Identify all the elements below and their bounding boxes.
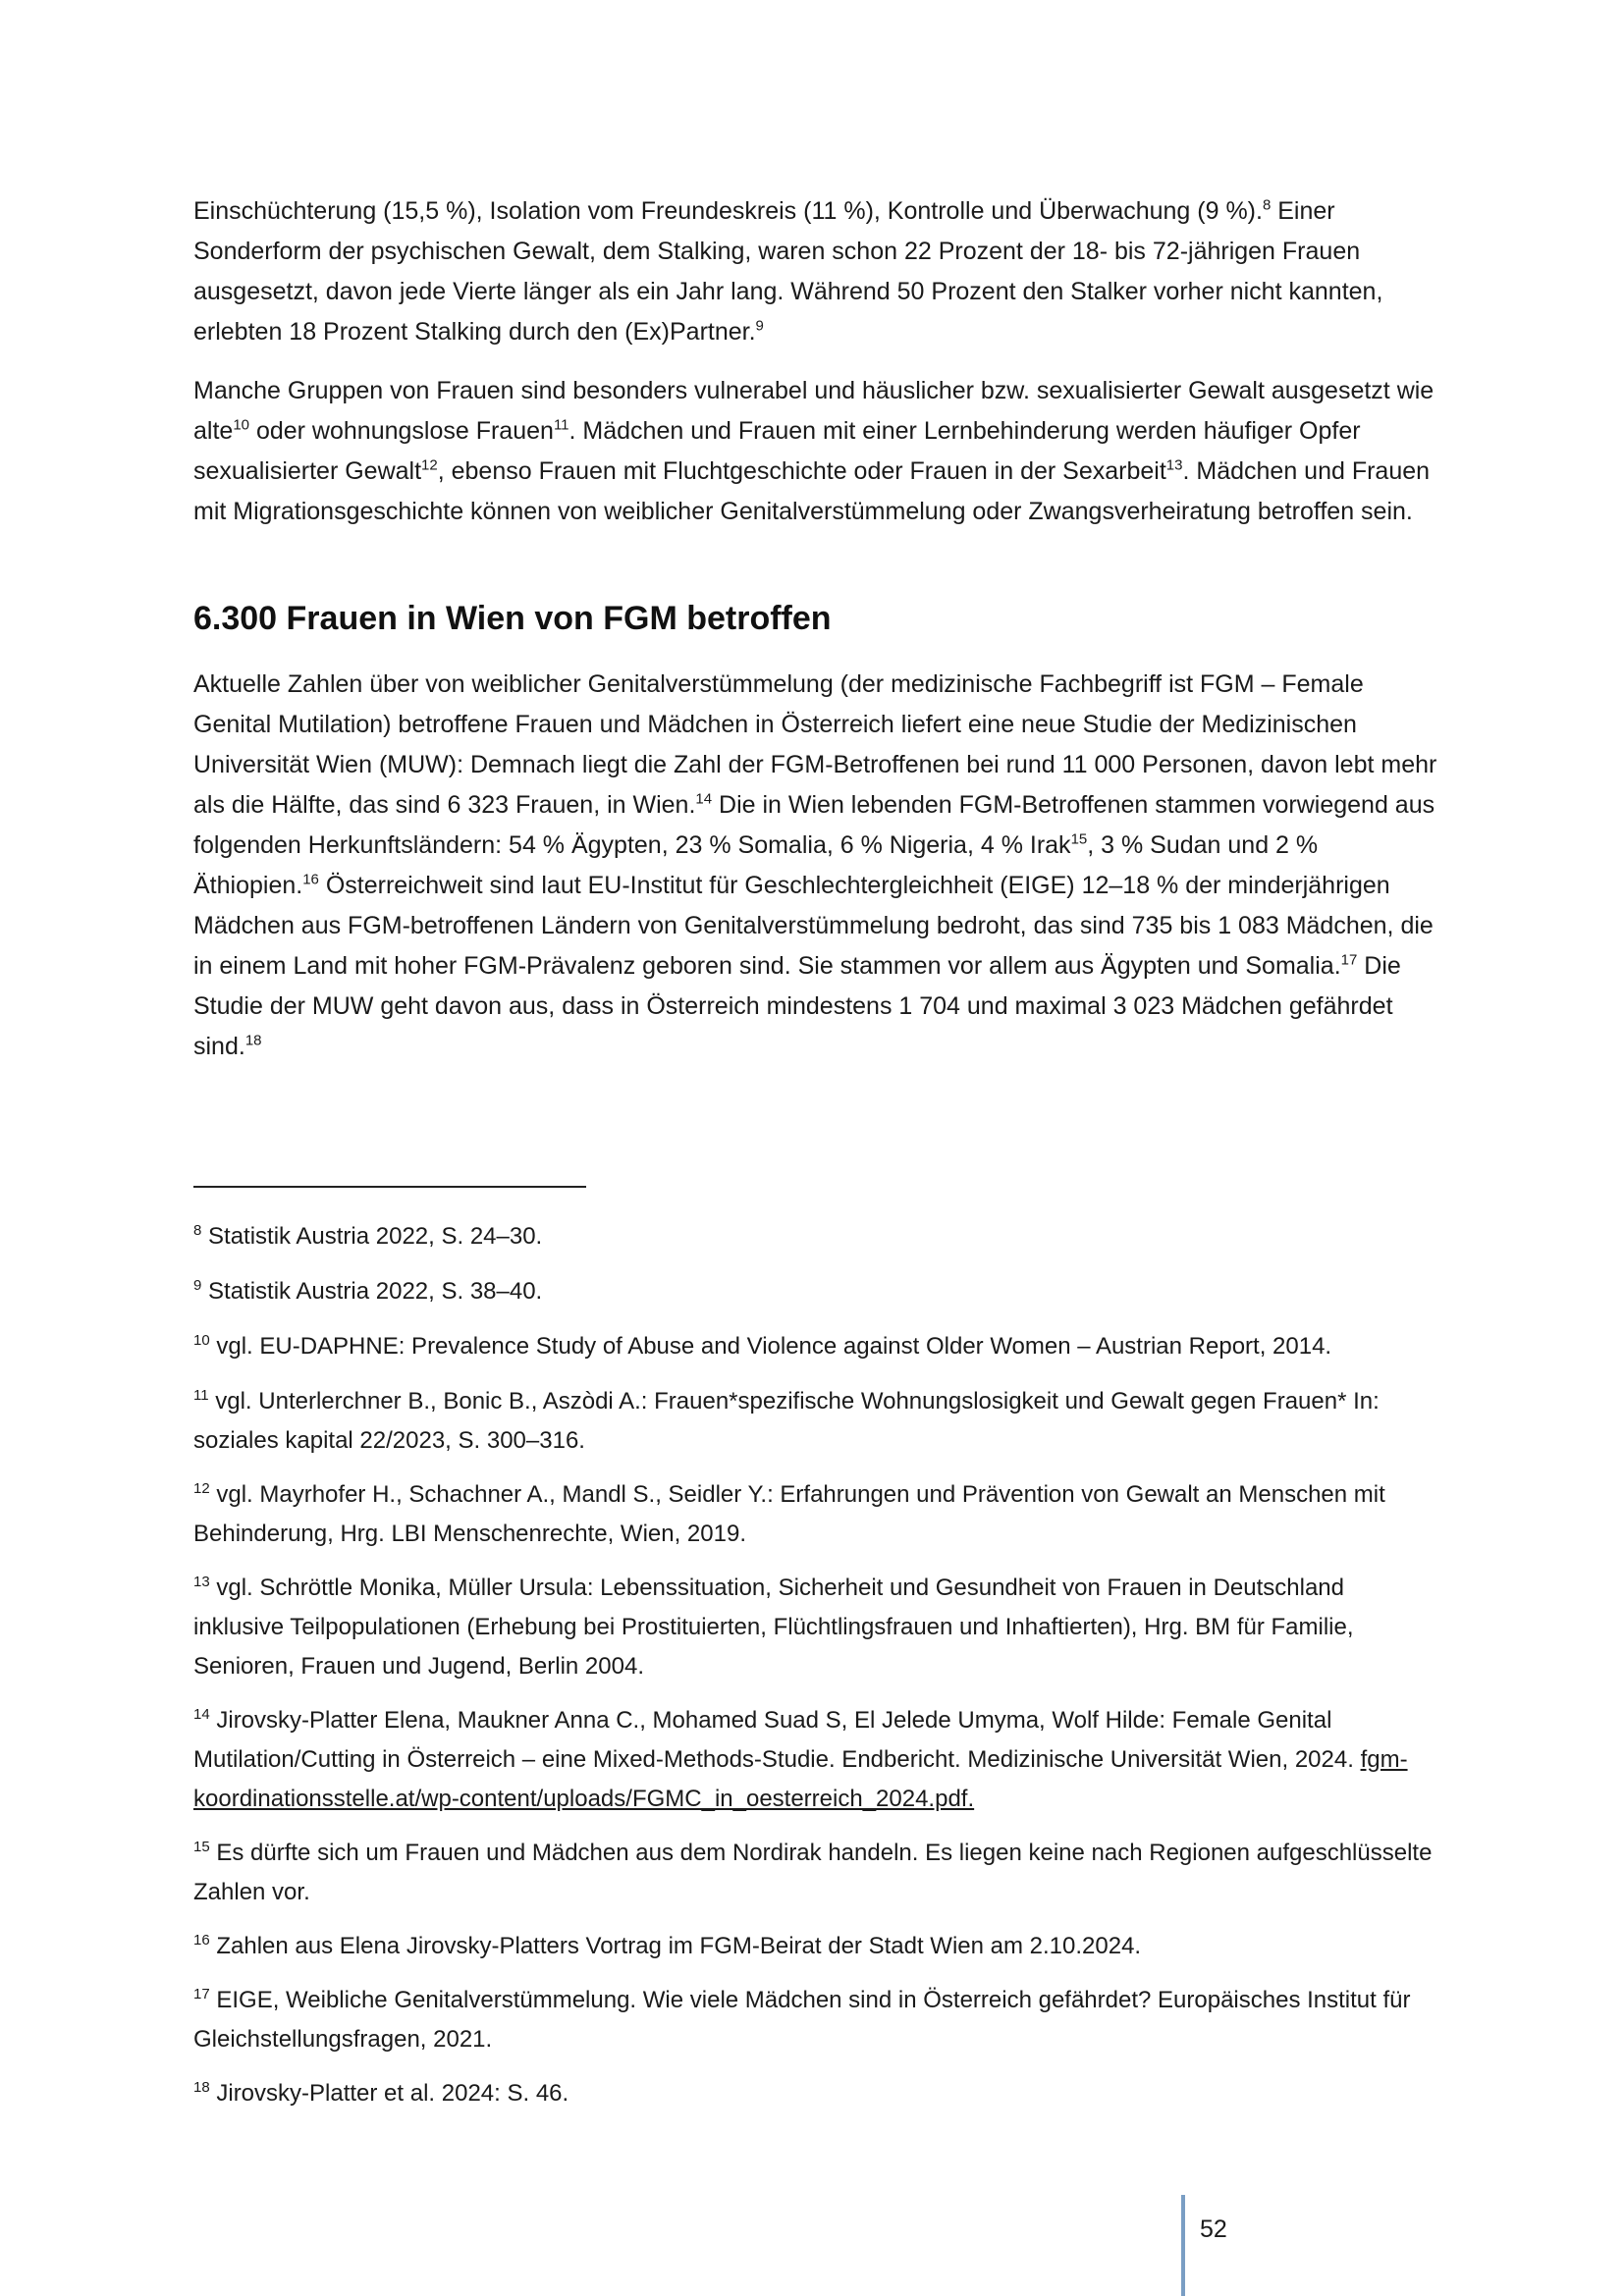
footnote-10: $^{10}$ vgl. EU-DAPHNE: Prevalence Study of Abuse and Violence against Older Women – Austrian Report, 2014. (193, 1332, 1332, 1360)
footnote-ref-8[interactable]: 8 (1262, 196, 1272, 214)
footnote-9: $^9$ Statistik Austria 2022, S. 38–40. (193, 1277, 543, 1305)
footnote-ref-14[interactable]: 14 (695, 790, 713, 808)
footnote-ref-10[interactable]: 10 (233, 416, 249, 434)
footnote-ref-11[interactable]: 11 (553, 416, 569, 434)
footnote-8: $^8$ Statistik Austria 2022, S. 24–30. (193, 1222, 543, 1250)
paragraph-fgm-figures: Aktuelle Zahlen über von weiblicher Genitalverstümmelung (der medizinische Fachbegriff ist FGM – Female Genital Mutilation) betroffene Frauen und Mädchen in Österreich liefert eine neue Studie der Medizinischen Universität Wien (MUW): Demnach liegt die Zahl der FGM-Betroffenen bei rund 11 000 Personen, davon lebt mehr als die Hälfte, das sind 6 323 Frauen, in Wien.$^{14}$ Die in Wien lebenden FGM-Betroffenen stammen vorwiegend aus folgenden Herkunftsländern: 54 % Ägypten, 23 % Somalia, 6 % Nigeria, 4 % Irak$^{15}$, 3 % Sudan und 2 % Äthiopien.$^{16}$ Österreichweit sind laut EU-Institut für Geschlechtergleichheit (EIGE) 12–18 % der minderjährigen Mädchen aus FGM-betroffenen Ländern von Genitalverstümmelung bedroht, das sind 735 bis 1 083 Mädchen, die in einem Land mit hoher FGM-Prävalenz geboren sind. Sie stammen vor allem aus Ägypten und Somalia.$^{17}$ Die Studie der MUW geht davon aus, dass in Österreich mindestens 1 704 und maximal 3 023 Mädchen gefährdet sind.$^{18}$ (193, 670, 1437, 1060)
page-number: 52 (1200, 2216, 1227, 2243)
page-number-bar (1181, 2195, 1185, 2296)
footnote-ref-13[interactable]: 13 (1165, 456, 1183, 474)
footnote-ref-17[interactable]: 17 (1340, 951, 1358, 969)
study-link[interactable]: fgm-koordinationsstelle.at/wp-content/uploads/FGMC_in_oesterreich_2024.pdf. (193, 1746, 1408, 1812)
footnote-ref-9[interactable]: 9 (755, 317, 764, 335)
footnote-ref-15[interactable]: 15 (1070, 830, 1088, 848)
footnote-separator (193, 1186, 586, 1188)
footnote-15: $^{15}$ Es dürfte sich um Frauen und Mädchen aus dem Nordirak handeln. Es liegen keine nach Regionen aufgeschlüsselte Zahlen vor. (193, 1839, 1433, 1905)
footnote-ref-12[interactable]: 12 (421, 456, 438, 474)
footnote-ref-18[interactable]: 18 (244, 1032, 262, 1049)
section-heading: 6.300 Frauen in Wien von FGM betroffen (193, 600, 832, 637)
footnote-ref-16[interactable]: 16 (302, 871, 319, 888)
footnote-12: $^{12}$ vgl. Mayrhofer H., Schachner A., Mandl S., Seidler Y.: Erfahrungen und Prävention von Gewalt an Menschen mit Behinderung, Hrg. LBI Menschenrechte, Wien, 2019. (193, 1480, 1385, 1547)
footnote-13: $^{13}$ vgl. Schröttle Monika, Müller Ursula: Lebenssituation, Sicherheit und Gesundheit von Frauen in Deutschland inklusive Teilpopulationen (Erhebung bei Prostituierten, Flüchtlingsfrauen und Inhaftierten), Hrg. BM für Familie, Senioren, Frauen und Jugend, Berlin 2004. (193, 1574, 1354, 1680)
paragraph-psychic-violence: Einschüchterung (15,5 %), Isolation vom Freundeskreis (11 %), Kontrolle und Überwachung (9 %).$^8$ Einer Sonderform der psychischen Gewalt, dem Stalking, waren schon 22 Prozent der 18- bis 72-jährigen Frauen ausgesetzt, davon jede Vierte länger als ein Jahr lang. Während 50 Prozent den Stalker vorher nicht kannten, erlebten 18 Prozent Stalking durch den (Ex)Partner.$^9$ (193, 196, 1383, 346)
footnote-14: $^{14}$ Jirovsky-Platter Elena, Maukner Anna C., Mohamed Suad S, El Jelede Umyma, Wolf Hilde: Female Genital Mutilation/Cutting in Österreich – eine Mixed-Methods-Studie. Endbericht. Medizinische Universität Wien, 2024. fgm-koordinationsstelle.at/wp-content/uploads/FGMC_in_oesterreich_2024.pdf. (193, 1706, 1408, 1812)
footnote-11: $^{11}$ vgl. Unterlerchner B., Bonic B., Aszòdi A.: Frauen*spezifische Wohnungslosigkeit und Gewalt gegen Frauen* In: soziales kapital 22/2023, S. 300–316. (193, 1387, 1380, 1454)
paragraph-vulnerable-groups: Manche Gruppen von Frauen sind besonders vulnerabel und häuslicher bzw. sexualisierter Gewalt ausgesetzt wie alte$^{10}$ oder wohnungslose Frauen$^{11}$. Mädchen und Frauen mit einer Lernbehinderung werden häufiger Opfer sexualisierter Gewalt$^{12}$, ebenso Frauen mit Fluchtgeschichte oder Frauen in der Sexarbeit$^{13}$. Mädchen und Frauen mit Migrationsgeschichte können von weiblicher Genitalverstümmelung oder Zwangsverheiratung betroffen sein. (193, 377, 1435, 525)
footnote-16: $^{16}$ Zahlen aus Elena Jirovsky-Platters Vortrag im FGM-Beirat der Stadt Wien am 2.10.2024. (193, 1932, 1142, 1959)
footnote-17: $^{17}$ EIGE, Weibliche Genitalverstümmelung. Wie viele Mädchen sind in Österreich gefährdet? Europäisches Institut für Gleichstellungsfragen, 2021. (193, 1986, 1411, 2053)
footnote-18: $^{18}$ Jirovsky-Platter et al. 2024: S. 46. (193, 2079, 569, 2107)
